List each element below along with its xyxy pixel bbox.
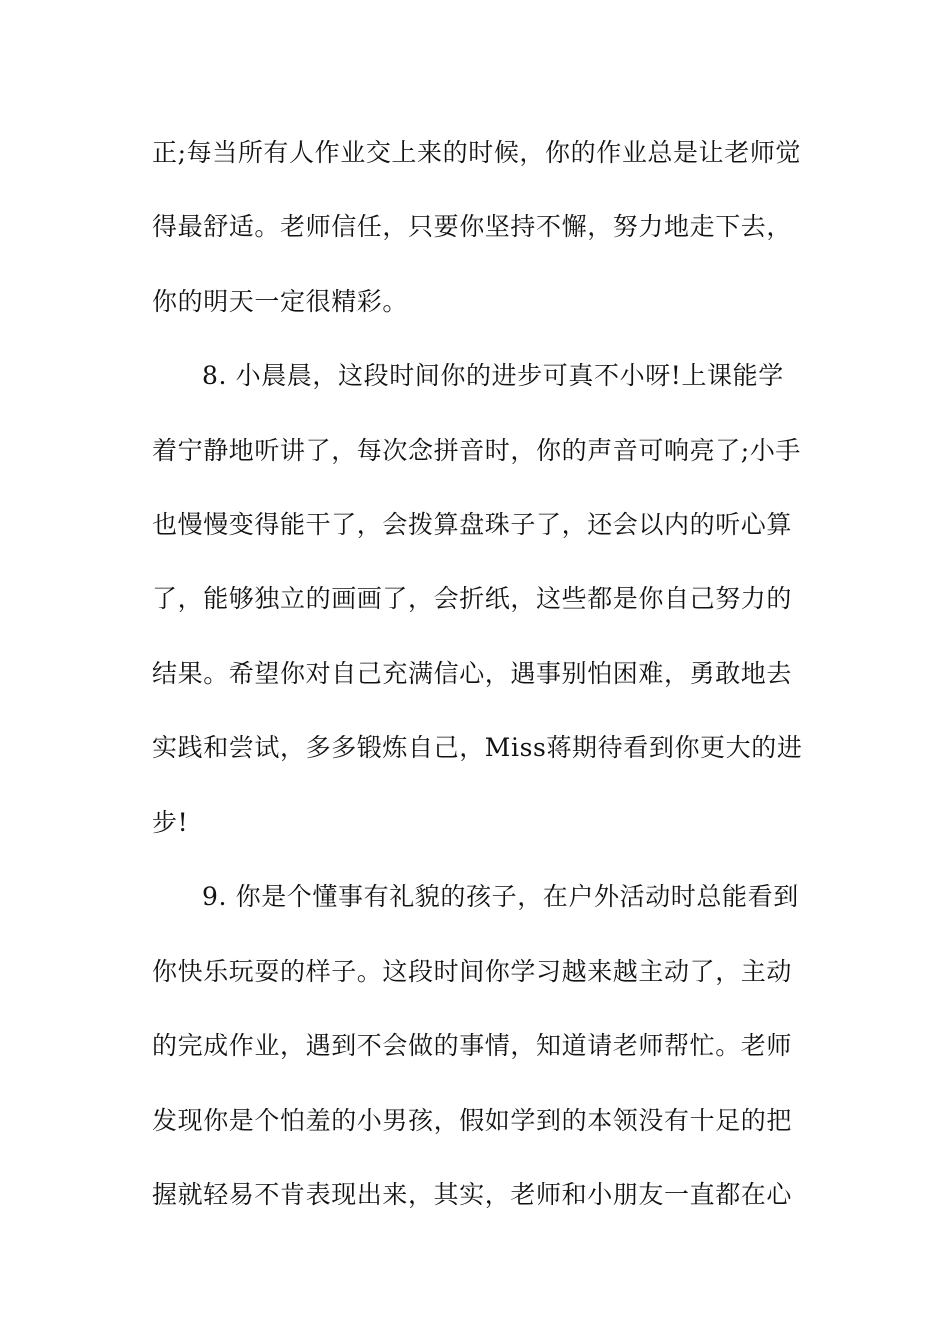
text-line: 你快乐玩耍的样子。这段时间你学习越来越主动了，主动 (152, 957, 793, 986)
text-line: 着宁静地听讲了，每次念拼音时，你的声音可响亮了;小手 (152, 436, 802, 465)
text-line: 实践和尝试，多多锻炼自己，Miss蒋期待看到你更大的进 (152, 733, 803, 762)
paragraph-8-start: 8. 小晨晨，这段时间你的进步可真不小呀!上课能学 (202, 361, 784, 390)
paragraph-9-start: 9. 你是个懂事有礼貌的孩子，在户外活动时总能看到 (202, 882, 799, 911)
text-line: 得最舒适。老师信任，只要你坚持不懈，努力地走下去， (152, 212, 793, 241)
text-line: 了，能够独立的画画了，会折纸，这些都是你自己努力的 (152, 584, 793, 613)
text-line: 正;每当所有人作业交上来的时候，你的作业总是让老师觉 (152, 138, 802, 167)
text-line: 你的明天一定很精彩。 (152, 287, 409, 316)
text-line: 也慢慢变得能干了，会拨算盘珠子了，还会以内的听心算 (152, 510, 793, 539)
text-line: 发现你是个怕羞的小男孩，假如学到的本领没有十足的把 (152, 1106, 793, 1135)
text-line: 步! (152, 808, 189, 837)
text-line: 的完成作业，遇到不会做的事情，知道请老师帮忙。老师 (152, 1031, 793, 1060)
text-line: 握就轻易不肯表现出来，其实，老师和小朋友一直都在心 (152, 1180, 793, 1209)
text-line: 结果。希望你对自己充满信心，遇事别怕困难，勇敢地去 (152, 659, 793, 688)
